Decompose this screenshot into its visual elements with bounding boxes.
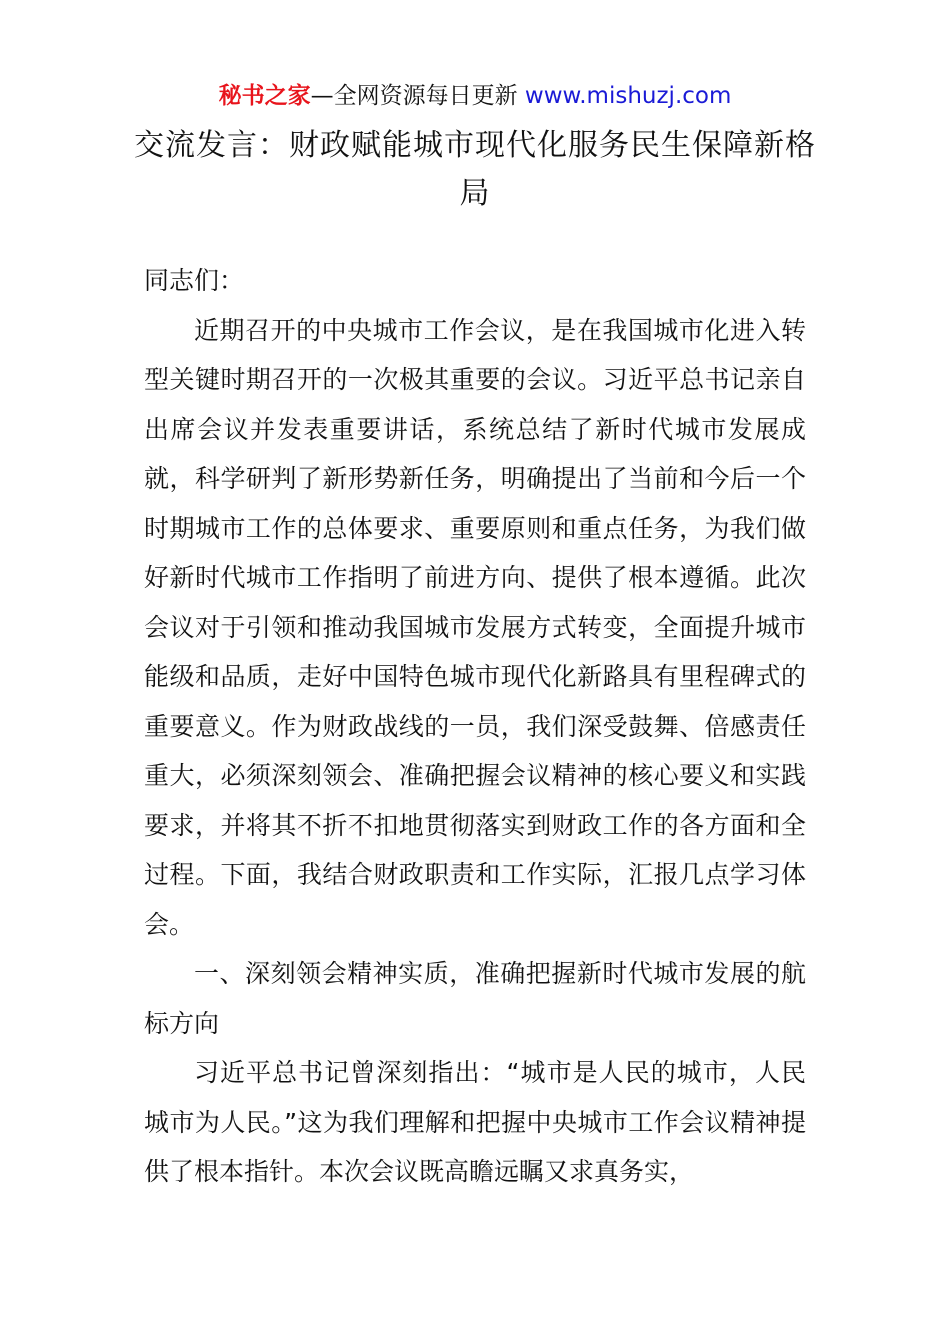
section-paragraph: 习近平总书记曾深刻指出：“城市是人民的城市，人民城市为人民。”这为我们理解和把握中央城市工作会议精神提供了根本指针。本次会议既高瞻远瞩又求真务实，: [144, 1058, 806, 1186]
site-tagline: —全网资源每日更新: [310, 83, 525, 109]
site-brand: 秘书之家: [218, 83, 311, 109]
site-header: [0, 80, 950, 112]
body-paragraph: 近期召开的中央城市工作会议，是在我国城市化进入转型关键时期召开的一次极其重要的会议。习近平总书记亲自出席会议并发表重要讲话，系统总结了新时代城市发展成就，科学研判了新形势新任务，明确提出了当前和今后一个时期城市工作的总体要求、重要原则和重点任务，为我们做好新时代城市工作指明了前进方向、提供了根本遵循。此次会议对于引领和推动我国城市发展方式转变，全面提升城市能级和品质，走好中国特色城市现代化新路具有里程碑式的重要意义。作为财政战线的一员，我们深受鼓舞、倍感责任重大，必须深刻领会、准确把握会议精神的核心要义和实践要求，并将其不折不扣地贯彻落实到财政工作的各方面和全过程。下面，我结合财政职责和工作实际，汇报几点学习体会。: [144, 315, 806, 939]
site-url-link[interactable]: www.mishuzj.com: [524, 83, 732, 109]
document-body: [144, 256, 806, 1197]
salutation: 同志们：: [144, 266, 245, 295]
document-title: 交流发言：财政赋能城市现代化服务民生保障新格局: [134, 128, 816, 211]
section-heading: 一、深刻领会精神实质，准确把握新时代城市发展的航标方向: [144, 959, 806, 1038]
